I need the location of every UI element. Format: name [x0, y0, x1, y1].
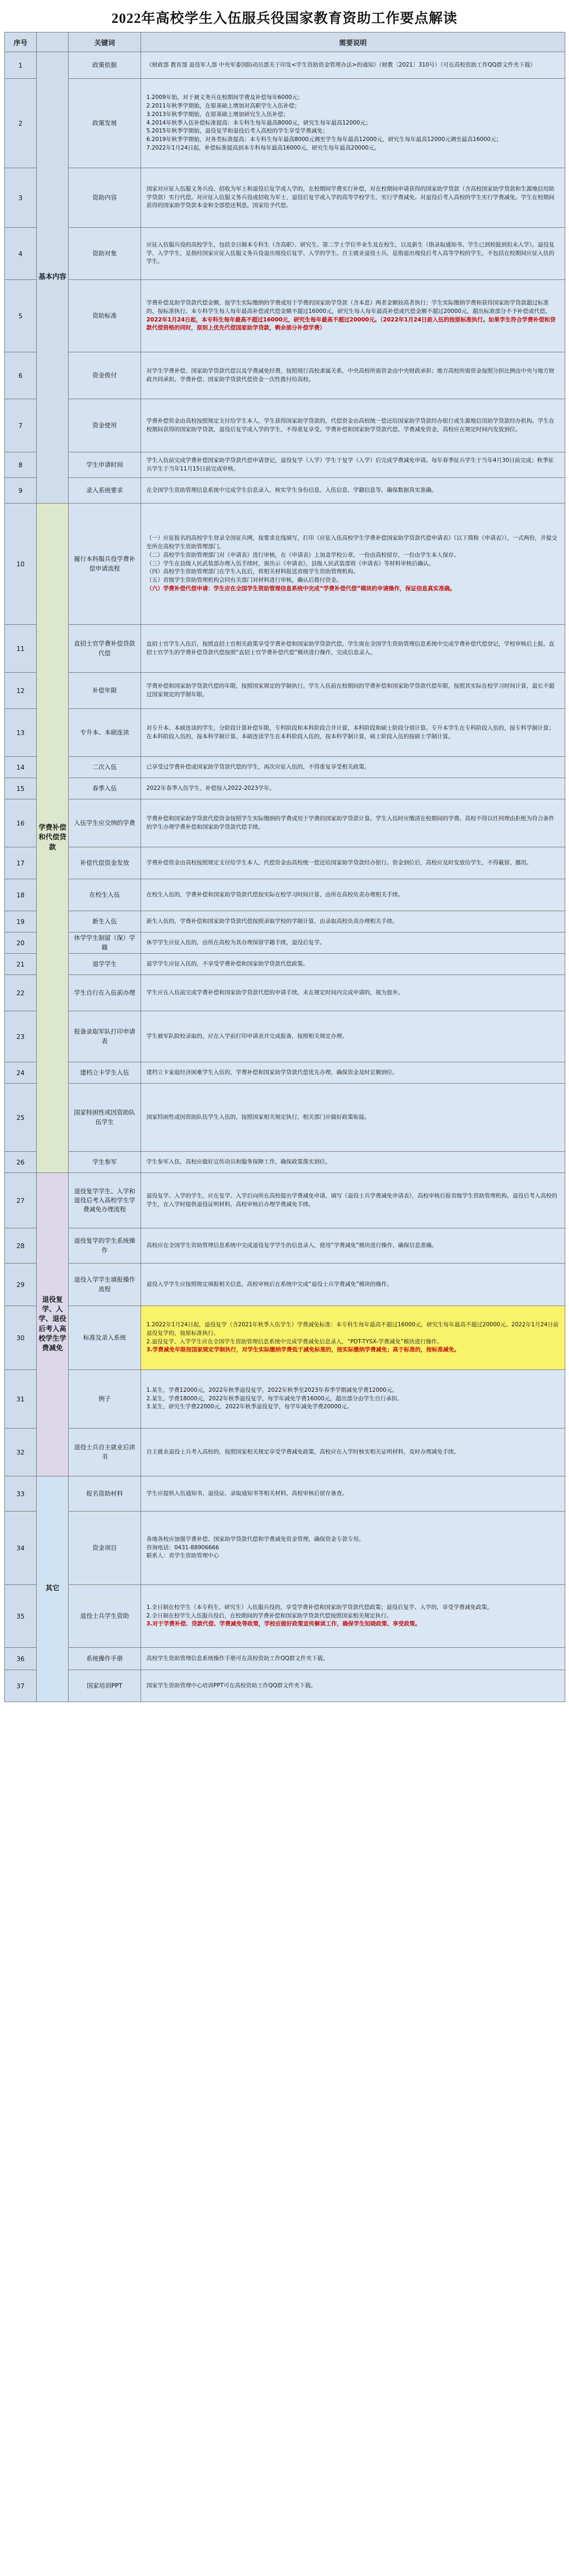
description-cell — [141, 280, 565, 352]
row-number: 14 — [5, 757, 37, 778]
description-cell: 已享受过学费补偿或国家助学贷款代偿的学生，再次应征入伍的，不得重复享受相关政策。 — [141, 757, 565, 778]
table-header-row — [5, 32, 565, 52]
table-row — [5, 1062, 565, 1084]
keyword-cell: 二次入伍 — [69, 757, 141, 778]
row-number: 9 — [5, 478, 37, 503]
keyword-cell: 专升本、本硕连读 — [69, 709, 141, 757]
row-number: 2 — [5, 79, 37, 168]
description-cell: 《财政部 教育部 退役军人部 中央军委国防动员部关于印发<学生资助资金管理办法>的通知》（财教〔2021〕310号）（可在高校资助工作QQ群文件夹下载） — [141, 52, 565, 79]
keyword-cell: 履行本科服兵役学费补偿申请流程 — [69, 503, 141, 625]
row-number: 35 — [5, 1585, 37, 1648]
description-cell: 对学生学费补偿、国家助学贷款代偿以及学费减免经费，按照现行高校隶属关系，中央高校所需资金由中央财政承担；地方高校所需资金按照分担比例由中央与地方财政共同承担。学费补偿、国家助学贷款代偿资金一次性拨付给高校。 — [141, 352, 565, 399]
table-row — [5, 168, 565, 228]
description-line: （二）高校学生资助管理部门对《申请表》进行审核，在《申请表》上加盖学校公章，一份由高校留存，一份由学生本人保存。 — [146, 551, 459, 558]
keyword-cell: 学生参军 — [69, 1152, 141, 1173]
table-row — [5, 954, 565, 975]
keyword-cell: 资助标准 — [69, 280, 141, 352]
keyword-cell: 资金使用 — [69, 399, 141, 452]
description-cell: 直招士官学生入伍后，按照直招士官相关政策享受学费补偿和国家助学贷款代偿。学生需在全国学生资助管理信息系统中完成学费补偿代偿登记，学校审核后上报。直招士官学生的学费补偿贷款代偿按照“直招士官学费补偿代偿”模块进行操作，完成信息录入。 — [141, 625, 565, 673]
row-number: 30 — [5, 1306, 37, 1370]
description-cell: 学费补偿资金由高校按照规定支付给学生本人。学生获得国家助学贷款的，代偿资金由高校统一偿还给国家助学贷款经办银行或生源地信用助学贷款经办机构。学生在校期间获得的国家助学贷款，退役后复学或入学的学生，不得重复享受。学费补偿和国家助学贷款代偿、学费减免资金，高校应在规定时间内发放到位。 — [141, 399, 565, 452]
table-row — [5, 975, 565, 1011]
table-row — [5, 757, 565, 778]
keyword-cell: 资金拨付 — [69, 352, 141, 399]
keyword-cell: 退役士兵自主就业后读书 — [69, 1429, 141, 1476]
description-cell: 学生应在入伍前完成学费补偿和国家助学贷款代偿的申请手续，未在规定时间内完成申请的，视为放弃。 — [141, 975, 565, 1011]
description-cell: 学生应提供入伍通知书、退役证、录取通知书等相关材料，高校审核后留存备查。 — [141, 1476, 565, 1512]
keyword-cell: 资金项目 — [69, 1512, 141, 1585]
keyword-cell: 新生入伍 — [69, 911, 141, 932]
row-number: 19 — [5, 911, 37, 932]
table-row — [5, 799, 565, 847]
description-cell: 1.某生，学费12000元，2022年秋季退役复学，2022年秋季至2023年春季学期减免学费12000元。 2.某生，学费18000元，2022年秋季退役复学，每学年减免学费16000元，超出部分由学生自行承担。 3.某生，研究生学费22000元，2022年秋季退役复学，每学年减免学费20000元。 — [141, 1370, 565, 1429]
row-number: 25 — [5, 1084, 37, 1152]
keyword-cell: 退役士兵学生资助 — [69, 1585, 141, 1648]
keyword-cell: 学生申请时间 — [69, 452, 141, 478]
row-number: 34 — [5, 1512, 37, 1585]
table-row — [5, 352, 565, 399]
description-cell: 国家对应征入伍服义务兵役、招收为军士和退役后复学或入学的，在校期间学费实行补偿，对在校期间申请获得的国家助学贷款（含高校国家助学贷款和生源地信用助学贷款）实行代偿。对应征入伍服义务兵役或招收为军士，退役后复学或入学的高等学校学生，实行学费减免。对退役后考入高校的学生实行学费减免。学生在校期间获得的国家助学贷款本金和全部偿还利息，国家给予代偿。 — [141, 168, 565, 228]
keyword-cell: 报备录取军队打印申请表 — [69, 1011, 141, 1062]
description-line: 1.2022年1月24日起，退役复学（含2021年秋季入伍学生）学费减免标准：本专科生每年最高不超过16000元，研究生每年最高不超过20000元。2022年1月24日前退役复学的，按原标准执行。 — [146, 1322, 559, 1336]
keyword-cell: 政策依据 — [69, 52, 141, 79]
row-number: 29 — [5, 1264, 37, 1306]
description-line: 1.全日制在校学生（本专科生、研究生）入伍服兵役的，享受学费补偿和国家助学贷款代偿政策；退役后复学、入学的，享受学费减免政策。 — [146, 1604, 493, 1611]
header-category — [37, 32, 69, 52]
table-row — [5, 1228, 565, 1264]
description-cell — [141, 1306, 565, 1370]
description-cell: 国家学生资助管理中心培训PPT可在高校资助工作QQ群文件夹下载。 — [141, 1670, 565, 1702]
keyword-cell: 在校生入伍 — [69, 879, 141, 911]
description-cell: 学费补偿和国家助学贷款代偿的年限，按照国家规定的学制执行。学生入伍前在校期间的学费补偿和国家助学贷款代偿年限，按照其实际在校学习时间计算，最长不超过国家规定的学制年限。 — [141, 673, 565, 709]
keyword-cell: 学生自行在入伍前办理 — [69, 975, 141, 1011]
table-row — [5, 52, 565, 79]
description-cell: 退学学生应征入伍的，不享受学费补偿和国家助学贷款代偿政策。 — [141, 954, 565, 975]
row-number: 8 — [5, 452, 37, 478]
keyword-cell: 系统操作手册 — [69, 1648, 141, 1670]
table-row — [5, 1512, 565, 1585]
description-cell: 退役入学学生应按照规定填报相关信息，高校审核后在系统中完成“退役士兵学费减免”模块的操作。 — [141, 1264, 565, 1306]
description-cell: 学生参军入伍，高校应做好宣传动员和服务保障工作，确保政策落实到位。 — [141, 1152, 565, 1173]
table-row — [5, 1370, 565, 1429]
row-number: 37 — [5, 1670, 37, 1702]
row-number: 12 — [5, 673, 37, 709]
table-row — [5, 709, 565, 757]
row-number: 22 — [5, 975, 37, 1011]
table-row — [5, 1152, 565, 1173]
table-row — [5, 932, 565, 954]
keyword-cell: 国家培训PPT — [69, 1670, 141, 1702]
keyword-cell: 政策发展 — [69, 79, 141, 168]
table-row — [5, 847, 565, 879]
policy-table — [4, 32, 565, 1702]
header-description: 需要说明 — [141, 32, 565, 52]
row-number: 31 — [5, 1370, 37, 1429]
row-number: 18 — [5, 879, 37, 911]
keyword-cell: 直招士官学费补偿贷款代偿 — [69, 625, 141, 673]
keyword-cell: 标准及录入系统 — [69, 1306, 141, 1370]
row-number: 33 — [5, 1476, 37, 1512]
description-cell: 建档立卡家庭经济困难学生入伍的，学费补偿和国家助学贷款代偿优先办理，确保资金及时足额到位。 — [141, 1062, 565, 1084]
table-row — [5, 478, 565, 503]
row-number: 21 — [5, 954, 37, 975]
keyword-cell: 资助对象 — [69, 228, 141, 280]
row-number: 24 — [5, 1062, 37, 1084]
keyword-cell: 报名资助材料 — [69, 1476, 141, 1512]
keyword-cell: 资助内容 — [69, 168, 141, 228]
row-number: 27 — [5, 1173, 37, 1228]
description-cell — [141, 1585, 565, 1648]
description-cell: 国家特困性或因资助队伍学生入伍的，按照国家相关规定执行，相关部门应做好政策衔接。 — [141, 1084, 565, 1152]
row-number: 28 — [5, 1228, 37, 1264]
row-number: 1 — [5, 52, 37, 79]
description-cell: 在校生入伍的，学费补偿和国家助学贷款代偿按实际在校学习时间计算，由所在高校负责办理相关手续。 — [141, 879, 565, 911]
description-line: （一）应征报名的高校学生登录全国征兵网，按要求在线填写，打印《应征入伍高校学生学费补偿国家助学贷款代偿申请表》（以下简称《申请表》），一式两份，并提交至所在高校学生资助管理部门。 — [146, 535, 557, 550]
page-title: 2022年高校学生入伍服兵役国家教育资助工作要点解读 — [111, 11, 458, 26]
description-cell: 高校应在全国学生资助管理信息系统中完成退役复学学生的信息录入，使用“学费减免”模块进行操作，确保信息准确。 — [141, 1228, 565, 1264]
description-cell: 各地各校应加强学费补偿、国家助学贷款代偿和学费减免资金管理，确保资金专款专用。 咨询电话：0431-88906666 联系人：省学生资助管理中心 — [141, 1512, 565, 1585]
description-cell: 学生入伍前完成学费补偿国家助学贷款代偿申请登记，退役复学（入学）学生于复学（入学）后完成学费减免申请。每年春季征兵学生于当年4月30日前完成；秋季征兵学生于当年11月15日前完成审核。 — [141, 452, 565, 478]
row-number: 6 — [5, 352, 37, 399]
table-row — [5, 1011, 565, 1062]
row-number: 3 — [5, 168, 37, 228]
category-cell-basic: 基本内容 — [37, 52, 69, 503]
table-row — [5, 399, 565, 452]
category-cell-tuition: 学费补偿和代偿贷款 — [37, 503, 69, 1173]
keyword-cell: 休学学生制留（保）学籍 — [69, 932, 141, 954]
table-row — [5, 452, 565, 478]
description-line: 2.退役复学、入学学生应在全国学生资助管理信息系统中完成学费减免信息录入，“PDT-TYSX-学费减免”模块进行操作。 — [146, 1338, 443, 1345]
description-line: （四）高校学生资助管理部门在学生入伍后，将相关材料报送省级学生资助管理机构。 — [146, 568, 359, 575]
table-row — [5, 1670, 565, 1702]
row-number: 11 — [5, 625, 37, 673]
description-cell — [141, 503, 565, 625]
row-number: 26 — [5, 1152, 37, 1173]
row-number: 13 — [5, 709, 37, 757]
table-row — [5, 1084, 565, 1152]
keyword-cell: 补偿年限 — [69, 673, 141, 709]
table-row — [5, 778, 565, 799]
description-cell: 在全国学生资助管理信息系统中完成学生信息录入，核实学生身份信息、入伍信息、学籍信息等，确保数据真实准确。 — [141, 478, 565, 503]
keyword-cell: 退役入学学生填报操作流程 — [69, 1264, 141, 1306]
row-number: 5 — [5, 280, 37, 352]
description-cell: 1.2009年始，对于被义务兵在校期间学费及补偿每年6000元； 2.2011年秋季学期始，在原基础上增加对高职学生入伍补偿； 3.2013年秋季学期始，在原基础上增加研究生入伍补偿； 4.2014年秋季入伍补偿标准提高：本专科生每年最高8000元，研究生每年最高12000元； 5.2015年秋季学期始，退役复学和退役后考入高校的学生享受学费减免； 6.2019年秋季学期始，对各类标准提高：本专科生每年最高8000元调至学生每年最高12000元，研究生每年最高12000元调至最高16000元； 7.2022年1月24日起，补偿标准提高到本专科每年最高16000元，研究生每年最高20000元。 — [141, 79, 565, 168]
header-keyword: 关键词 — [69, 32, 141, 52]
keyword-cell: 建档立卡学生入伍 — [69, 1062, 141, 1084]
table-row — [5, 1476, 565, 1512]
table-row — [5, 673, 565, 709]
table-row — [5, 1306, 565, 1370]
keyword-cell: 退学学生 — [69, 954, 141, 975]
description-cell: 休学学生应征入伍的，由所在高校为其办理保留学籍手续，退役后复学。 — [141, 932, 565, 954]
category-cell-other: 其它 — [37, 1476, 69, 1702]
table-row — [5, 911, 565, 932]
keyword-cell: 录入系统要求 — [69, 478, 141, 503]
row-number: 16 — [5, 799, 37, 847]
row-number: 4 — [5, 228, 37, 280]
keyword-cell: 退役复学学生、入学和退役后考入高校学生学费减免办理流程 — [69, 1173, 141, 1228]
table-row — [5, 1429, 565, 1476]
table-row — [5, 1585, 565, 1648]
keyword-cell: 国家特困性或因资助队伍学生 — [69, 1084, 141, 1152]
description-cell: 学生被军队院校录取的，应在入学前打印申请表并完成报备，按照相关规定办理。 — [141, 1011, 565, 1062]
row-number: 36 — [5, 1648, 37, 1670]
table-row — [5, 280, 565, 352]
row-number: 23 — [5, 1011, 37, 1062]
category-cell-return: 退役复学、入学、退役后考入高校学生学费减免 — [37, 1173, 69, 1476]
description-cell: 应征入伍服兵役的高校学生，包括全日制本专科生（含高职）、研究生、第二学士学位毕业生及在校生，以及新生（指录取通知书、学生已到校报到但未入学）。退役复学、入学学生，是指经国家应征入伍服义务兵役退出现役后复学、入学的学生。自主就业退役士兵，是指退出现役后考入高等学校的学生，不包括在校期间应征入伍的学生。 — [141, 228, 565, 280]
row-number: 32 — [5, 1429, 37, 1476]
description-cell: 学费补偿资金由高校按照规定支付给学生本人，代偿资金由高校统一偿还给国家助学贷款经办银行。资金到位后，高校应及时发放给学生，不得截留、挪用。 — [141, 847, 565, 879]
description-line: 2022年1月24日起，本专科生每年最高不超过16000元，研究生每年最高不超过20000元。（2022年1月24日前入伍的按原标准执行。如果学生符合学费补偿和贷款代偿资格的同时，原则上优先代偿国家助学贷款，剩余部分补偿学费） — [146, 316, 556, 332]
description-line: （五）省级学生资助管理机构会同有关部门对材料进行审核，确认后拨付资金。 — [146, 577, 342, 584]
keyword-cell: 退役复学的学生系统操作 — [69, 1228, 141, 1264]
table-row — [5, 1264, 565, 1306]
table-row — [5, 625, 565, 673]
description-line: 3.学费减免年限按国家规定学制执行，对学生实际缴纳学费低于减免标准的，按实际缴纳学费减免；高于标准的，按标准减免。 — [146, 1347, 460, 1353]
row-number: 10 — [5, 503, 37, 625]
keyword-cell: 春季入伍 — [69, 778, 141, 799]
table-row — [5, 1648, 565, 1670]
description-cell: 2022年春季入伍学生，补偿按入2022-2023学年。 — [141, 778, 565, 799]
keyword-cell: 入伍学生应交纳的学费 — [69, 799, 141, 847]
row-number: 20 — [5, 932, 37, 954]
description-cell: 自主就业退役士兵考入高校的，按照国家相关规定享受学费减免政策，高校应在入学时核实相关证明材料，及时办理减免手续。 — [141, 1429, 565, 1476]
description-cell: 新生入伍的，学费补偿和国家助学贷款代偿按照录取学校的学制计算，由录取高校负责办理相关手续。 — [141, 911, 565, 932]
description-cell: 对专升本、本硕连读的学生，分阶段计算补偿年限，专科阶段和本科阶段合并计算，本科阶段和硕士阶段分别计算。专升本学生在专科阶段入伍的，按专科学制计算；在本科阶段入伍的，按本科学制计算。本硕连读学生在本科阶段入伍的，按本科学制计算，硕士阶段入伍的按硕士学制计算。 — [141, 709, 565, 757]
description-cell: 学费补偿和国家助学贷款代偿资金按照学生实际缴纳的学费或用于学费的国家助学贷款计算。学生入伍时应缴清在校期间的学费。高校不得以任何理由拒绝为符合条件的学生办理学费补偿和国家助学贷款代偿手续。 — [141, 799, 565, 847]
description-line: 2.全日制在校学生入伍服兵役后，在校期间的学费补偿和国家助学贷款代偿按照国家相关规定执行。 — [146, 1612, 392, 1619]
row-number: 17 — [5, 847, 37, 879]
description-line: （三）学生在县级人民武装部办理入伍手续时，需出示《申请表》，县级人民武装部将《申请表》等材料审核后确认。 — [146, 560, 434, 567]
table-row — [5, 79, 565, 168]
description-cell: 高校学生资助管理信息系统操作手册可在高校资助工作QQ群文件夹下载。 — [141, 1648, 565, 1670]
table-row — [5, 879, 565, 911]
row-number: 15 — [5, 778, 37, 799]
table-row — [5, 228, 565, 280]
description-line: 学费补偿及助学贷款代偿金额，按学生实际缴纳的学费或用于学费的国家助学贷款（含本息）两者金额较高者执行；学生实际缴纳学费和获得国家助学贷款超过标准的，按标准执行。本专科学生每人每年最高补偿或代偿金额不超过16000元，研究生每人每年最高补偿或代偿金额不超过20000元，超出标准部分不予补偿或代偿。 — [146, 300, 551, 315]
table-row — [5, 503, 565, 625]
description-cell: 退役复学、入学的学生，应在复学、入学后向所在高校提出学费减免申请，填写《退役士兵学费减免申请表》，高校审核后报省级学生资助管理机构。退役后考入高校的学生，在入学时提供退役证明材料，高校审核后办理学费减免手续。 — [141, 1173, 565, 1228]
keyword-cell: 补偿代偿资金发放 — [69, 847, 141, 879]
row-number: 7 — [5, 399, 37, 452]
table-row — [5, 1173, 565, 1228]
keyword-cell: 例子 — [69, 1370, 141, 1429]
description-line: （六）学费补偿代偿申请：学生应在全国学生资助管理信息系统中完成“学费补偿代偿”模块的申请操作，保证信息真实准确。 — [146, 585, 456, 592]
description-line: 3.对于学费补偿、贷款代偿、学费减免等政策，学校应做好政策宣传解读工作，确保学生知晓政策、享受政策。 — [146, 1621, 421, 1628]
header-no: 序号 — [5, 32, 37, 52]
